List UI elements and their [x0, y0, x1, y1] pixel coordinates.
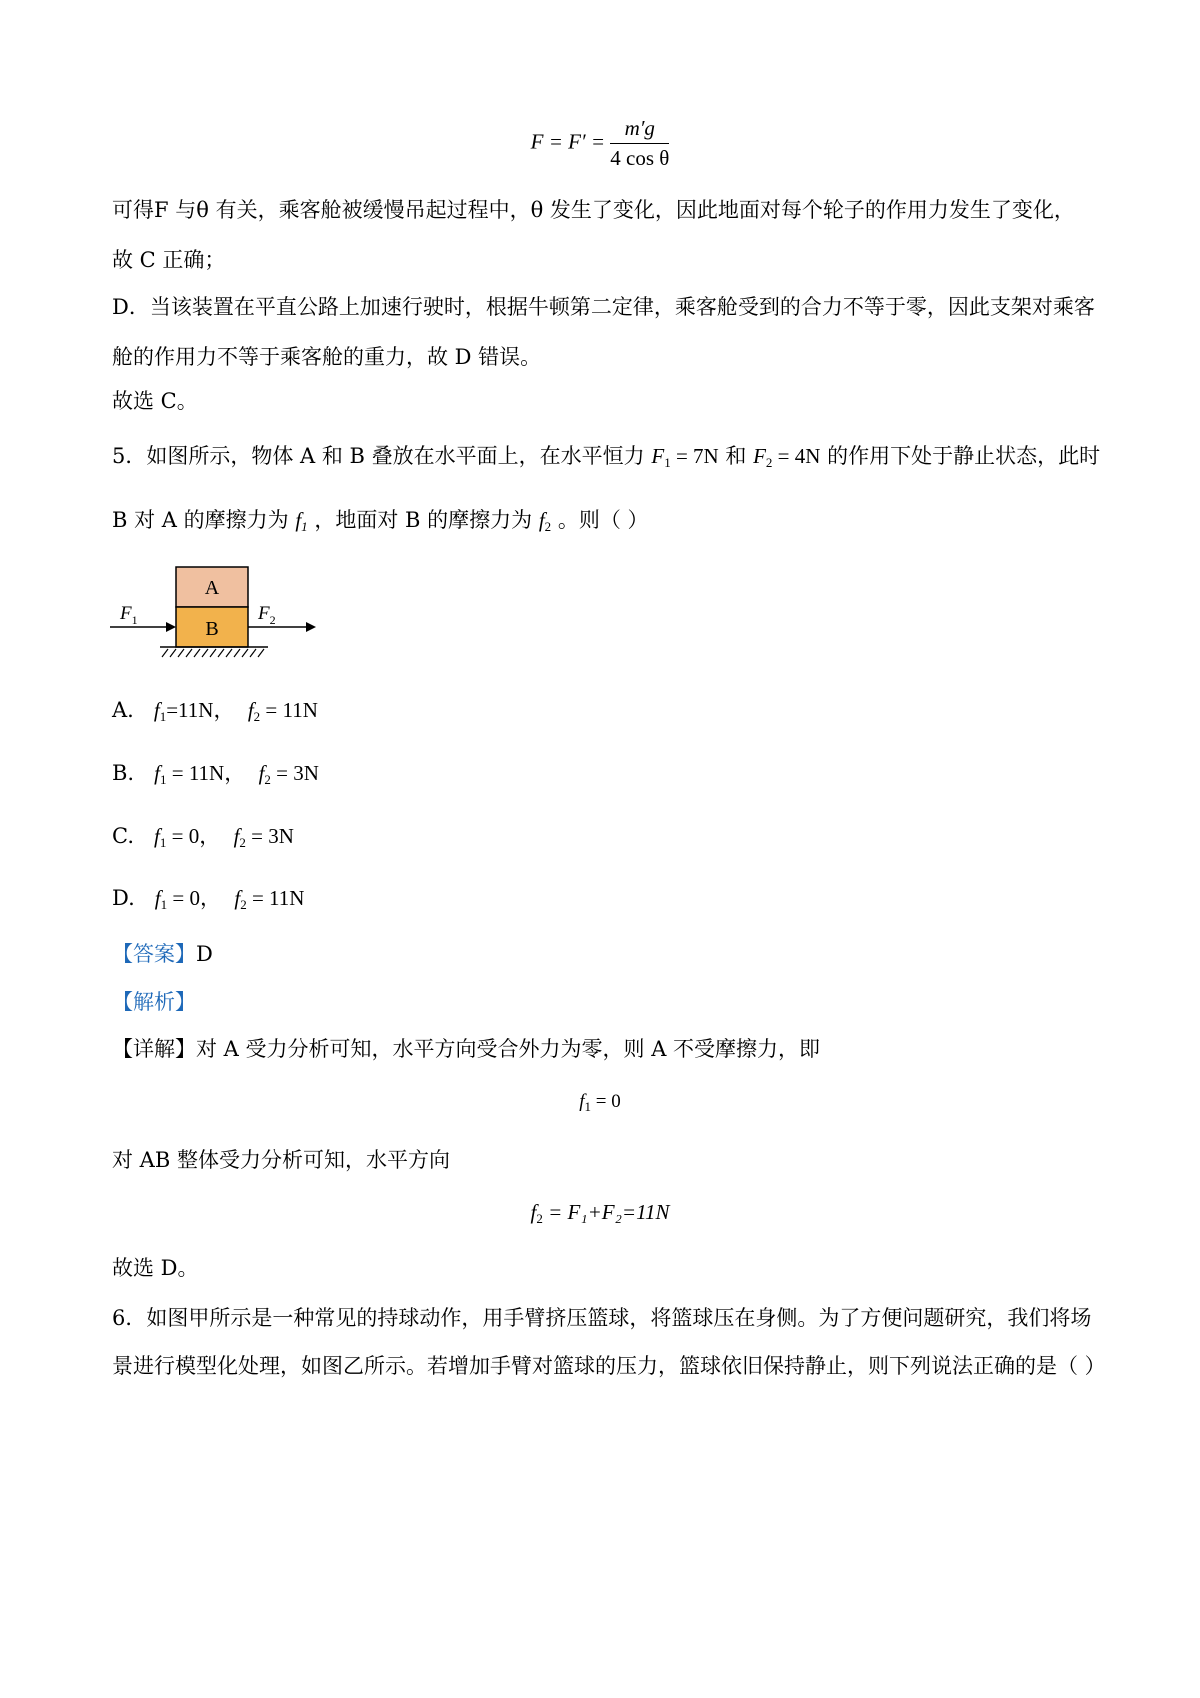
q5-f1-value: = 7N: [675, 444, 719, 468]
detail-tag: 【详解】: [112, 1037, 196, 1061]
detail-line: 【详解】对 A 受力分析可知，水平方向受合外力为零，则 A 不受摩擦力，即: [112, 1037, 821, 1061]
equation-numerator: m′g: [610, 118, 669, 144]
option-b: B. $f_1 = 11N$， $f_2 = 3N$: [112, 761, 319, 787]
q4-line-4: 舱的作用力不等于乘客舱的重力，故 D 错误。: [112, 345, 542, 369]
q6-line-1: 6．如图甲所示是一种常见的持球动作，用手臂挤压篮球，将篮球压在身侧。为了方便问题研究，我们将场: [112, 1306, 1092, 1330]
equation-top: [0, 118, 1200, 169]
equation-denominator: 4 cos θ: [610, 146, 670, 170]
q4-line-3: D．当该装置在平直公路上加速行驶时，根据牛顿第二定律，乘客舱受到的合力不等于零，因此支架对乘客: [112, 295, 1095, 319]
answer-value: D: [196, 942, 213, 966]
answer-tag: 【答案】: [112, 942, 196, 966]
option-a: A. $f_1=11N$， $f_2 = 11N$: [112, 698, 318, 724]
equation-f1: $f_1 = 0$: [579, 1091, 621, 1114]
q5-figure: [110, 565, 320, 665]
ground-hatch: [162, 649, 264, 657]
block-a-label: A: [204, 577, 220, 599]
equation-lhs: F = F′ =: [530, 129, 606, 154]
force-f1-label: $F_1$: [120, 603, 138, 627]
block-b-label: B: [205, 618, 219, 640]
answer-line: [112, 944, 1102, 965]
q5-conclusion: 故选 D。: [112, 1256, 199, 1280]
equation-f2: $f_2 = F_1+F_2=11N$: [530, 1200, 670, 1226]
q5-stem-line-2: B 对 A 的摩擦力为 $f_1$ ，地面对 B 的摩擦力为 $f_2$ 。则（ ）: [112, 508, 649, 534]
force-f2-label: $F_2$: [258, 603, 276, 627]
ab-analysis-line: 对 AB 整体受力分析可知，水平方向: [112, 1148, 450, 1172]
analysis-tag: 【解析】: [112, 990, 196, 1014]
option-d: D. $f_1 = 0$， $f_2 = 11N$: [112, 886, 305, 912]
q5-stem-line-1: 5．如图所示，物体 A 和 B 叠放在水平面上，在水平恒力 $F_1 = 7N$ 和 $F_2 = 4N$ 的作用下处于静止状态，此时: [112, 444, 1101, 470]
q4-conclusion: 故选 C。: [112, 389, 198, 413]
q5-f2-value: = 4N: [777, 444, 821, 468]
q4-line-2: 故 C 正确；: [112, 248, 226, 272]
q4-line-1: 可得F 与θ 有关，乘客舱被缓慢吊起过程中，θ 发生了变化，因此地面对每个轮子的作用力发生了变化，: [112, 198, 1075, 222]
option-c: C. $f_1 = 0$， $f_2 = 3N$: [112, 824, 294, 850]
q6-line-2: 景进行模型化处理，如图乙所示。若增加手臂对篮球的压力，篮球依旧保持静止，则下列说法正确的是（ ）: [112, 1354, 1106, 1378]
